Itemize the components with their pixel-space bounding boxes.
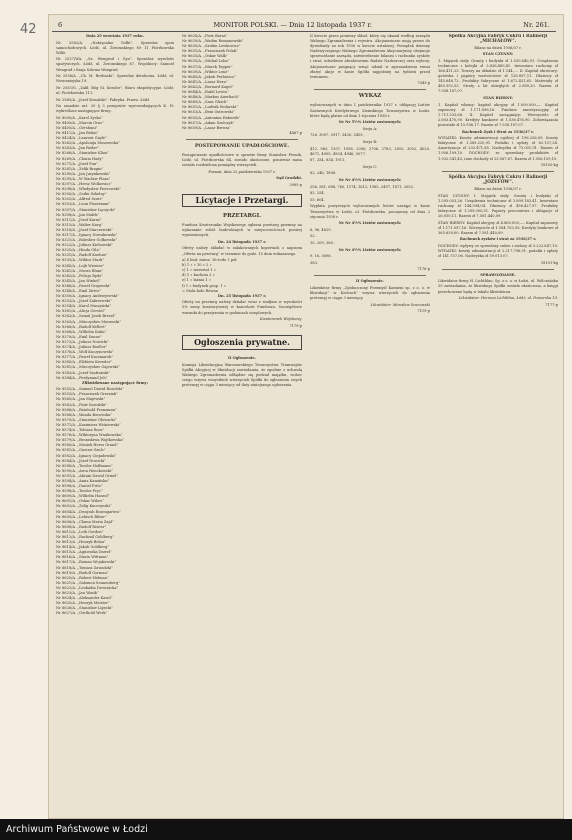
list-item: Nr 8576/A. „Wiktoryna Wnukowska” [56, 433, 123, 438]
company-title: Spółka Akcyjna Fabryk Cukru i Rafinerji „MICHAŁÓW”. [448, 34, 548, 45]
list-item: Nr 8584/A. „Józef Nowicki” [56, 458, 106, 463]
bond-group-heading: Nr Nr 5½% Listów zastawnych: [338, 120, 402, 125]
series-label: Serja C: [362, 164, 378, 169]
divider [186, 139, 298, 140]
list-item: Nr 8297/A. „Hersz Wolkowicz” [56, 182, 113, 187]
notice-heading: II Ogłoszenie. [356, 279, 384, 284]
report-signature: Likwidator: Herman Lichtblau, Łódź, ul. Pomorska 19. [458, 296, 558, 301]
list-item: Nr 8640/A. „Jakob Perlowicz” [182, 74, 236, 79]
section-heading-private-notices: Ogłoszenia prywatne. [182, 335, 302, 350]
liquidated-firms-list [56, 387, 174, 616]
list-item: Nr 8631/A. „Franciszek Polak” [182, 49, 238, 54]
header-title: MONITOR POLSKI. — Dnia 12 listopada 1937 r. [213, 20, 372, 29]
profit-loss-text: DOCHODY: wpływy ze sprzedaży cukru i melasy zł 3.222.847,10. WYDATKI: koszty administracji zł 2.217.796,91, podatki i opłaty zł 141.757,06. Nadwyżka zł 59.013,07. [438, 243, 558, 259]
report-text: Likwidator firmy H. Lichtblau, Sp. z o. o. w Łodzi, ul. Wólczańska 59 zawiadamia, że likwidacja Spółki została ukończona, a księgi przechowane będą w lokalu likwidatora. [438, 279, 558, 294]
signature-code: 3985-p [289, 182, 302, 187]
bond-group-heading: Nr Nr 4½% Listów zastawnych: [338, 221, 402, 226]
assets-heading: STAN CZYNNY: [482, 52, 514, 57]
list-item: e) 1 » łaźnia 1 » [182, 278, 212, 283]
list-item: Nr 8651/A. „Ludwik Stolarski” [182, 105, 238, 110]
company-title: Spółka Akcyjna Fabryk Cukru i Rafinerji „JÓZEFÓW”. [448, 175, 548, 186]
profit-loss-heading: Rachunek zysków i strat za 1936/37 r. [459, 237, 537, 242]
series-numbers: 87, 254, 834, 1911. [310, 158, 346, 163]
list-item: Nr 8613/A. „Henryk Belau” [56, 540, 106, 545]
list-item: Nr 8626/A. „Stanisław Lipecki” [56, 606, 114, 611]
list-item: f) 1 » budynek gosp. 1 » [182, 283, 226, 288]
tender-body: Oferty należy składać w zalakowanych kopertach z napisem „Oferta na przetarg” w terminie do godz. 10 dnia wskazanego. [182, 246, 302, 256]
list-item: Nr 8591/A. „Abram Dawid Grinel” [56, 473, 119, 478]
list-item: Nr 8616/A. „Maria Wittman” [56, 555, 109, 560]
bankruptcy-date: Poznań, dnia 22 października 1937 r. [208, 169, 276, 174]
list-item: Nr 8311/A. „Józef Karaś” [56, 217, 102, 222]
list-item: Nr 8300/A. „Sedin Szkolny” [56, 192, 107, 197]
column-4 [438, 34, 558, 816]
list-item: Nr 8602/A. „Zelig Kucerynski” [56, 504, 112, 509]
list-item: Nr 8582/A. „Ignacy Ciepałowski” [56, 453, 117, 458]
list-item: Nr 8649/A. „Sara Gleich” [182, 100, 229, 105]
tenders-text: Fundusz Kwaterunku Wojskowego ogłasza przetarg pisemny na wykonanie robót budowlanych w miejscowościach poniżej wymienionych. [182, 223, 302, 238]
list-item: Nr 8262/A. „Apolonija Moszewska” [56, 141, 121, 146]
list-item: a) 4 bud. miesz. 16-rodz. I poł. [182, 258, 238, 263]
col1-entry: Nr. 2582/A. „Nakręcalne Gołbi”. Sprzedaż opon samochodowych. Łódź, ul. Żeromskiego Nr 11 Piotrkowska Wille. [56, 40, 174, 55]
list-item: Nr 8612/A. „Rachmil Goldberg” [56, 535, 114, 539]
divider [442, 269, 554, 270]
list-item: Nr 8581/A. „Gustaw Szulc” [56, 448, 106, 453]
list-item: Nr 8345/A. „Jan Winkel” [56, 278, 101, 283]
signature-code: 7119-p [417, 309, 430, 314]
list-item: Nr 8641/A. „Lazar Hern” [182, 79, 228, 84]
margin-handwritten-number: 42 [20, 22, 37, 37]
list-item: Nr 8366/A. „Rudolf Kellert” [56, 324, 107, 329]
list-item: Nr 8598/A. „Teodor Fryc” [56, 489, 103, 494]
list-item: = Stoki koło Równa [182, 288, 218, 293]
list-item: Nr 8308/A. „Jan Małek” [56, 212, 100, 217]
list-item: Nr 8646/A. „Markus Auerbach” [182, 95, 240, 100]
list-item: Nr 8290/A. „Jan Jurynkowski” [56, 171, 111, 176]
list-item: Nr 8266/A. „Stanisław Kliza” [56, 151, 109, 156]
signature-code: 7176-p [417, 267, 430, 272]
list-item: Nr 8384/A. „Ferdynand Jeh” [56, 375, 108, 380]
list-item: Nr 8630/A. „Szulim Lewkowicz” [182, 44, 241, 49]
list-item: Nr 8271/A. „Józef Fux” [56, 161, 98, 166]
bankruptcy-court: Sąd Grodzki. [276, 176, 302, 181]
list-item: d) 1 » kuchnia 2 » [182, 273, 215, 278]
list-item: Nr 8281/A. „Zelik Bragin” [56, 166, 104, 171]
list-item: Nr 8382/A. „Jozef Szafranski” [56, 370, 111, 375]
notice-heading: II Ogłoszenie. [228, 355, 256, 360]
list-item: c) 1 » warsztat 1 » [182, 268, 216, 273]
list-item: Nr 8596/A. „Daniel Fritz” [56, 484, 103, 489]
firms-list-continued [182, 34, 302, 131]
list-item: Nr 8623/A. „Jan Wasik” [56, 591, 99, 596]
list-item: Nr 8263/A. „Jan Reder” [56, 146, 99, 151]
list-item: Nr 8316/A. „Józef Marczewski” [56, 227, 113, 232]
series-numbers: 82, 246, 1808. [310, 171, 337, 176]
list-item: Nr 8372/A. „Juliusz Nowicki” [56, 339, 110, 344]
list-item: Nr 8611/A. „Leib Gordon” [56, 529, 104, 534]
list-item: Nr 8627/A. „Gotthold Werk” [56, 611, 108, 616]
list-item: b) 1 » » 10 » 2 » [182, 263, 212, 268]
divider [314, 89, 426, 90]
list-item: Nr 8376/A. „Wolf Kuczynowski” [56, 350, 114, 355]
series-label: Serja B: [362, 140, 378, 144]
list-item: Nr 8342/A. „Felicja Rydz” [56, 273, 103, 278]
list-item: Nr 8570/A. „Stanisław Głowacki” [56, 417, 117, 422]
list-item: Nr 8553/A. „Franciszek Grzesiak” [56, 392, 118, 397]
liabilities-text: 1. Kapitał własny: kapitał akcyjny zł 1.000.000,—. Kapitał zapasowy zł 1.171.096,16. Fundusz amortyzacyjny zł 1.711.533,68. II. Kapitał zaciągnięty: Wierzyciele zł 2.603.470,90. Kredyty bankowe zł 1.036.476,90. Zobowiązania pozostałe zł 15.936,17. Razem zł 7.938.187,07. [438, 102, 558, 127]
list-item: Nr 8361/A. „Alicja Gerstel” [56, 309, 106, 314]
list-item: Nr 8642/A. „Bernard Kugel” [182, 84, 234, 89]
assets-text: STAN CZYNNY: I. Majątek stały. Grunty i budynki zł 1.593.053,26. Urządzenia techniczne zł 3.899.183,41. Inwentarz ruchomy zł 144.994,04. Dłużnicy zł 496.427,97. Produkty fabryczne zł 1.299.000,51. Papiery procentowe i obligacje zł 26.050,11. Razem zł 7.581.440,09. [438, 193, 558, 218]
series-numbers: 383. [310, 260, 319, 265]
col1-lead: Dnia 25 września 1937 roku. [86, 34, 144, 38]
list-item: Nr 8639/A. „Wiktor Lenz” [182, 69, 229, 74]
list-item: Nr 8653/A. „Beni Ostrowski” [182, 110, 235, 115]
series-numbers: 726, 3007, 3917, 3430, 3455. [310, 133, 364, 138]
list-item: Nr 8601/A. „Oskar Wilow” [56, 499, 105, 504]
deleted-firms-list [56, 116, 174, 381]
col3-text: II kwocie przez poniższy skład, który się ukazał według zarządu Walnego Zgromadzenia i rejestru. Akcjonariusze mają prawo do dywidendy za rok 1936 w kwocie ustalonej. Porządek dzienny Nadzwyczajnego Walnego Zgromadzenia Akcjonarjuszy obejmuje sprawozdanie zarządu, zatwierdzenie bilansu i rachunku zysków i strat, udzielenie absolutorium Radzie Nadzorczej oraz wybory. Akcjonariusze pragnący wziąć udział w zgromadzeniu winni złożyć akcje w kasie Spółki najpóźniej na tydzień przed terminem. [310, 34, 430, 79]
list-item: Nr 8622/A. „Leokadia Dwornicka” [56, 585, 119, 590]
signature-code: 7043-p [417, 81, 430, 86]
list-item: Nr 8302/A. „Alfred Szutr” [56, 197, 104, 202]
tender-signature: Kwaterunek Wojskowy. [260, 317, 302, 322]
list-item: Nr 8368/A. „Wilhelm Kuhn” [56, 329, 107, 334]
signature-code: 4467-p [289, 130, 302, 135]
list-item: Nr 8594/A. „Anna Kamińska” [56, 478, 110, 483]
list-item: Nr 8400/A. „Marcin Gras” [56, 120, 104, 125]
archive-footer: Archiwum Państwowe w Łodzi [0, 819, 572, 840]
bond-group-heading: Nr Nr 4½% Listów zastawnych: [338, 178, 402, 183]
list-item: Nr 8325/A. „Hinda Gila” [56, 248, 101, 253]
list-item: Nr 8600/A. „Wilhelm Hansel” [56, 494, 110, 499]
list-item: Nr 8411/A. „Jan Belim” [56, 131, 99, 136]
list-item: Nr 8624/A. „Aleksander Kasel” [56, 596, 113, 601]
signature-code: 7177-p [545, 302, 558, 307]
list-item: Nr 8621/A. „Salomon Sonnenberg” [56, 580, 121, 585]
list-item: Nr 8655/A. „Antonina Haberek” [182, 115, 241, 120]
list-item: Nr 8629/A. „Wadim Romanowski” [182, 39, 244, 44]
list-item: Nr 8560/A. „Jan Majewski” [56, 397, 106, 402]
draw-list-heading: WYKAZ [358, 93, 382, 100]
draw-list-intro: wylosowanych w dniu 1 października 1937 r. obligacyj Listów Zastawnych Kredytowego Ziemskiego Towarzystwa w Łodzi, które będą płatne od dnia 1 stycznia 1938 r. [310, 103, 430, 118]
list-item: Nr 8568/A. „Wanda Borowska” [56, 412, 113, 417]
list-item: Nr 8657/A. „Adam Szulczyk” [182, 120, 235, 125]
list-item: Nr 8346/A. „Paweł Grajewski” [56, 283, 112, 288]
list-item: Nr 8321/A. „Bolesław Gołkowski” [56, 238, 118, 243]
list-item: Nr 8606/A. „Chana Maria Zajd” [56, 519, 114, 524]
bankruptcy-text: Postępowanie upadłościowe w sprawie firmy Stanisław Piwnik, Łódź, ul. Piotrkowska 64, zostało ukończone, ponieważ masa została rozdzielona pomiędzy wierzycieli. [182, 152, 302, 168]
assets-text: 1. Majątek stały. Grunty i budynki zł 1.030.640,91. Urządzenia techniczne i kolejki zł 3.836.489,41. Inwentarz ruchomy zł 166.411,23. Towary na składzie zł 1.144,.... II. Kapitał obrotowy: gotówka i papiery wartościowe zł 128.897,11. Dłużnicy zł 145.648,72. Produkty fabryczne zł 1.672.431,65. Materiały zł 485.592,53. Straty z lat ubiegłych zł 2.589,20. Razem zł 7.938.187,07. [438, 58, 558, 94]
section-heading-auctions: Licytacje i Przetargi. [182, 194, 302, 207]
bond-group-heading: Nr Nr 4½% Listów zastawnych: [338, 247, 402, 252]
tenders-heading: PRZETARGI. [223, 213, 261, 220]
list-item: Nr 8405/A. „Gershuni” [56, 126, 98, 130]
list-item: Nr 8588/A. „Teodor Hoffmann” [56, 463, 113, 468]
list-item: Nr 8635/A. „Michał Loba” [182, 59, 230, 64]
signature-code: 18103-kg [540, 163, 558, 168]
list-item: Nr 8322/A. „Juliusz Kiebowski” [56, 243, 113, 248]
list-item: Nr 8571/A. „Kazimierz Wiśniewski” [56, 422, 121, 427]
list-item: Nr 8331/A. „Rudolf Kuehne” [56, 253, 108, 258]
list-item: Nr 8353/A. „Józef Zakrzewski” [56, 299, 112, 304]
signature-code: 18101-kg [540, 260, 558, 265]
list-item: Nr 8380/A. „Elżbieta Kressler” [56, 360, 113, 365]
notice-text: Komisja Likwidacyjna Warszawskiego Towarzystwa Tramwajów Spółki Akcyjnej w likwidacji zawiadamia, że zgodnie z uchwałą Walnego Zgromadzenia odbędzie się podział majątku, wobec czego wzywa wszystkich wierzycieli Spółki do zgłoszenia swych pretensyj w ciągu 3 miesięcy od daty niniejszego ogłoszenia. [182, 362, 302, 387]
list-item: Nr 8348/A. „Emil Zirter” [56, 289, 102, 293]
col1-subheading: Zlikwidowane następujące firmy: [82, 380, 148, 385]
list-item: Nr 8637/A. „Marek Tepper” [182, 64, 233, 69]
list-item: Nr 8354/A. „Karol Muszyński” [56, 304, 112, 309]
list-item: Nr 8615/A. „Agnieszka Dawel” [56, 550, 113, 555]
column-2 [182, 34, 302, 816]
report-heading: SPRAWOZDANIE. [480, 272, 516, 277]
list-item: Nr 8605/A. „Lebisch Bilser” [56, 514, 107, 519]
column-3 [310, 34, 430, 816]
notice-text: Likwidator firmy „Zjednoczony Przemysł Kamieni sp. z o. o. w likwidacji” w Kielcach” wzywa wierzycieli do zgłoszenia pretensyj w ciągu 3 miesięcy. [310, 286, 430, 301]
profit-loss-heading: Rachunek Zysk i Strat za 1936/37 r. [462, 129, 534, 134]
list-item: Nr 8377/A. „Paweł Kaczmarek” [56, 355, 114, 360]
col1-entry: Nr 2553/G. „Zakł. Bóg Gi. Kessler”. Biuro ekspedycyjne. Łódź, ul. Piotrkowska 111. [56, 85, 174, 95]
tender-date: Dn. 24 listopada 1937 r. [217, 239, 267, 244]
col1-intro: Na zasadzie art. 20 § 3 przepisów wprowadzających K. H. wykreślone następujące firmy: [56, 104, 174, 114]
col1-entry: Nr 2527/WA. „Sz. Wengrud i Syn”. Sprzedaż wyrobów spożywczych. Łódź, ul. Żeromskiego 67. Wspólnicy: Samuel Wengrud i Szaja Szlema Wengrud. [56, 57, 174, 72]
list-item: Nr 8644/A. „Rafal Lewin” [182, 90, 229, 95]
list-item: Nr 8620/A. „Robert Helman” [56, 575, 109, 580]
list-item: Nr 8614/A. „Jakob Goldberg” [56, 545, 110, 550]
tender-body: Oferty na przetarg należy składać wraz z wadjum w wysokości 5% sumy kosztorysowej w kancelarii Funduszu. Szczegółowe warunki do przejrzenia w godzinach urzędowych. [182, 300, 302, 315]
list-item: Nr 8295/A. „W Wacław Plaza” [56, 176, 111, 181]
list-item: Nr 8625/A. „Henryk Meister” [56, 601, 110, 606]
list-item: Nr 8566/A. „Reinhold Franzman” [56, 407, 117, 412]
list-item: Nr 8307/A. „Stanisław Łęczycki” [56, 207, 116, 212]
profit-loss-text: WYDATKI: Koszty administracji ogólnej zł 196.256,09. Koszty fabryczne zł 1.389.220,91. Podatki i opłaty zł 62.157,34. Amortyzacja zł 233.471,85. Nadwyżka zł 73.001,91. Razem zł 1.956.109,10. DOCHODY: ze sprzedaży produktów zł 1.932.541,43, inne dochody zł 23.567,67. Razem zł 1.956.109,10. [438, 136, 558, 161]
list-item: Nr 8617/A. „Roman Wojakowski” [56, 560, 117, 565]
series-numbers: 6, 96, 4629. [310, 227, 332, 232]
list-item: Nr 8551/A. „Samuel Dawid Rozolski” [56, 387, 124, 392]
col1-entry: Nr 2565/A. „Józef Kowalski”. Fabryka. Prawo. Łódź. [56, 97, 151, 102]
list-item: Nr 8381/A. „Mieczysław Gajewski” [56, 365, 120, 370]
liabilities-heading: STAN BIERNY: [483, 96, 513, 101]
signature-code: 7179-p [289, 323, 302, 328]
list-item: Nr 8335/A. „Wiktor Stark” [56, 258, 105, 263]
list-item: Nr 8341/A. „Moses Blum” [56, 268, 104, 273]
list-item: Nr 8370/A. „Emil Senne” [56, 334, 102, 339]
balance-subtitle: Bilans na dzień 1936/37 r. [474, 186, 522, 191]
list-item: Nr 8590/A. „Aron Henckowski” [56, 468, 114, 473]
series-numbers: 52. [310, 234, 316, 239]
tender-items [182, 258, 302, 294]
series-numbers: 82, 254. [310, 191, 325, 196]
list-item: Nr 8619/A. „Rudolf Gorman” [56, 570, 109, 575]
list-item: Nr 8374/A. „Juliusz Boeller” [56, 345, 108, 350]
list-item: Nr 8633/A. „Oskar Walk” [182, 54, 228, 59]
column-1 [56, 34, 174, 816]
list-item: Nr 8604/A. „Dwojrah Rosengarten” [56, 509, 121, 514]
list-item: Nr 8303/A. „Leon Fiszerman” [56, 202, 111, 207]
series-label: Serja A: [362, 126, 378, 131]
series-numbers: 412, 965, 1397, 1958, 2396, 2706, 2783, 2810, 3052, 4020, 4671, 4905, 4934, 4946, 5077. [310, 146, 430, 156]
list-item: Nr 8315/A. „Walter Karg” [56, 222, 103, 227]
header-issue-number: Nr. 261. [523, 20, 550, 29]
bankruptcy-heading: POSTEPOWANIE UPADŁOŚCIOWE. [194, 142, 290, 149]
page-header [52, 18, 556, 32]
series-numbers: 55, 604. [310, 197, 325, 202]
list-item: Nr 8562/A. „Piotr Kowalski” [56, 402, 108, 407]
series-numbers: 256, 581, 688, 760, 1174, 1612, 1985, 2497, 1871, 2052. [310, 184, 415, 189]
header-page-number: 6 [58, 20, 63, 29]
col1-entry: Nr 2536/A. „Ch. M. Berlinski”. Sprzedaż detaliczna. Łódź, ul. Nowomiejska 19. [56, 74, 174, 84]
list-item: Nr 8362/A. „Szmul Josek Bresel” [56, 314, 116, 319]
list-item: Nr 8659/A. „Lazar Bereza” [182, 125, 232, 130]
list-item: Nr 8618/A. „Tomasz Zawadzki” [56, 565, 113, 570]
list-item: Nr 8269/A. „Chaim Hady” [56, 156, 104, 161]
list-item: Nr 8317/A. „Ignacy Nowakowski” [56, 232, 118, 237]
list-item: Nr 8363/A. „Mieczysław Morawski” [56, 319, 122, 324]
balance-subtitle: Bilans na dzień 1936/37 r. [474, 45, 522, 50]
list-item: Nr 8000/A. „Karol Zyska” [56, 115, 103, 120]
divider [442, 171, 554, 172]
liabilities-text: STAN BIERNY: Kapitał akcyjny zł 4.860.000,—. Kapitał zapasowy zł 1.171.097,16. Wierzyciele zł 1.184.703,93. Kredyty bankowe zł 365.639,00. Razem zł 7.581.440,09. [438, 220, 558, 235]
list-item: Nr 8574/A. „Tobiasz Russ” [56, 428, 105, 433]
list-item: Nr 8628/A. „Piotr Baraś” [182, 34, 228, 38]
series-numbers: 9, 16, 3698. [310, 254, 332, 259]
list-item: Nr 8340/A. „Lejb Wienter” [56, 263, 105, 268]
draw-list-note: Wypłata powyższych wylosowanych listów nastąpi w kasie Towarzystwa w Łodzi, ul. Piotrkowska, począwszy od dnia 2 stycznia 1938 r. [310, 204, 430, 219]
series-numbers: 10, 209, 380. [310, 241, 335, 245]
notice-signature: Likwidator: Mirosław Sosnowski [370, 302, 430, 307]
list-item: Nr 8298/A. „Władysław Piotrowski” [56, 187, 121, 192]
list-item: Nr 8608/A. „Rudolf Reuter” [56, 524, 107, 529]
tender-date: Dn. 25 listopada 1937 r. [217, 293, 267, 298]
divider [314, 275, 426, 276]
list-item: Nr 8424/A. „Laurent Gayle” [56, 136, 107, 141]
list-item: Nr 8579/A. „Bronisława Wojtkowska” [56, 438, 125, 443]
list-item: Nr 8350/A. „Ignacy Andrzejewski” [56, 294, 119, 299]
list-item: Nr 8580/A. „Mosiek Hersz Grand” [56, 443, 119, 448]
